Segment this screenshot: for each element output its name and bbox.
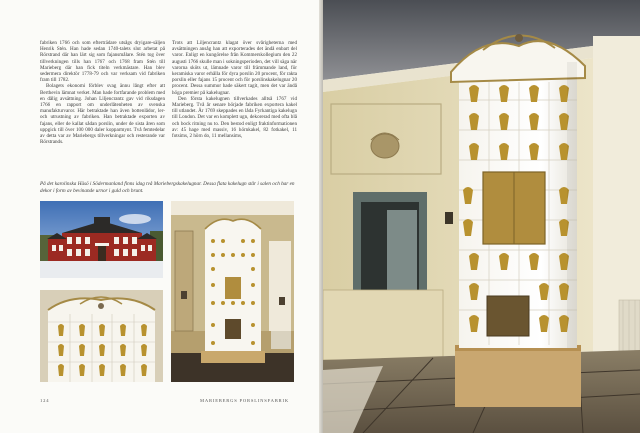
running-head: MARIEBERGS PORSLINSFABRIK	[200, 398, 289, 403]
paragraph: fabriken 1766 och som efterträdare utsågs dryigare-säljen Henrik Stén. Han hade sedan 1740-talets slut arbetat på Rörstrand där han lärt sig som fajansmålare. Stén tog över tillverkningen tills han 1767 och 1768 fram Stén till Marieberg där han fick titeln verkmästare. Han blev sedermera direktör 1778-79 och var verksam vid fabriken fram till 1782.	[40, 40, 165, 84]
paragraph: Den första kakelugnen tillverkades alltså 1767 vid Marieberg. Två år senare började fabriken exportera kakel till utlandet. År 1769 skeppades en låda Fyrkantiga kakelugn till London. Det var en komplett ugn, dekorerad med ofta blå och bock ritning nu to. Den bestod enligt fraktinformationen av: 45 hage med massiv, 16 hörnkakel, 82 fotkakel, 11 fotsims, 2 hörn do, 11 mellansims,	[172, 95, 297, 140]
paragraph: Trots att Liljencrantz klagat över svårigheterna med avsättningen ansåg han att exporterades det ändå enbart del varor. Enligt en kungörelse från Kommerskollegium den 22 augusti 1766 skulle man i sokningsperioden, det vill säga när varorna sköts ut, lämnade varor till främmande land, för keramiska varor erhålla för dyra porslin 20 procent, för rakta porslin eller fajans 15 procent och för porslinskakelugnar 20 procent. Dessa summor hade säkert tagit, men det var ändå höga premier på kakelugnar.	[172, 40, 297, 96]
page-number: 124	[40, 398, 50, 403]
photo-caption: På det karolinska Häsö i Södermanland finns idag två Mariebergskakelugnar. Dessa flata kakelugn står i salen och har en dekor i form av bevinande urnor i guld och brunt.	[40, 181, 295, 194]
interior-stove-photo	[323, 0, 640, 433]
text-column-1	[40, 40, 165, 145]
tiled-stove-room-photo	[171, 201, 294, 382]
stove-detail-photo	[40, 290, 163, 382]
manor-house-photo	[40, 201, 163, 278]
paragraph: Bolagets ekonomi förblev svag ännu långt efter att Berthevin lämnat verket. Man hade fortfarande problem med en dålig avsättning. Johan Liljencrantz gav vid riksdagen 1766 en rapport om underlåtenheten av svenska manufakturvaror. Här betraktade han även bottenlådor, ler- och utrustning av fabriken. Han betraktade exporten av fajans, eller de kallat sådan porslin, under de sista åren som uppgick till över 100 000 daler kopparmynt. Två femtedelar av detta var av Mariebergs tillverkningar och resterande var Rörstrands.	[40, 83, 165, 146]
text-column-2	[172, 40, 297, 139]
